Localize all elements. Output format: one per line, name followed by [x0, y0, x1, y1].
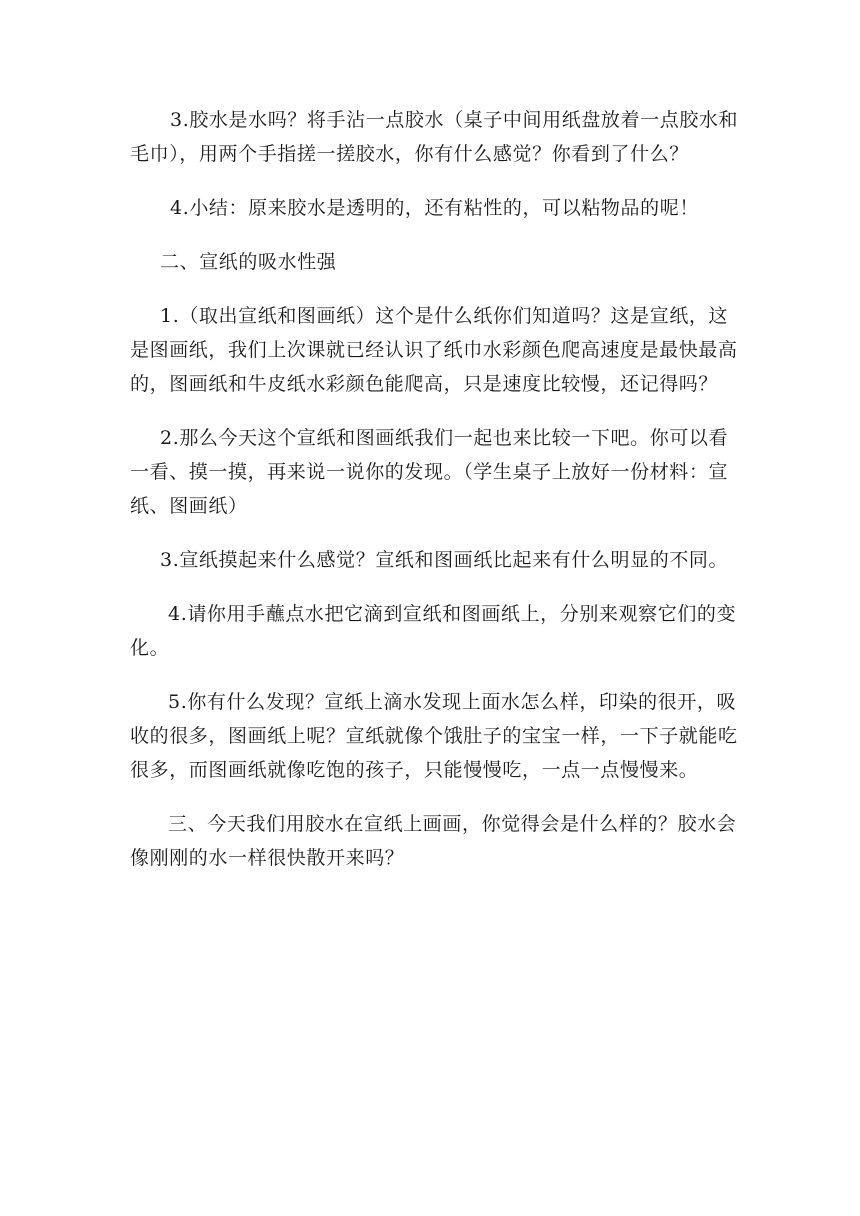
paragraph-paper-intro: 1.（取出宣纸和图画纸）这个是什么纸你们知道吗？这是宣纸，这是图画纸，我们上次课就已经认识了纸巾水彩颜色爬高速度是最快最高的，图画纸和牛皮纸水彩颜色能爬高，只是速度比较慢，还记得吗？ [130, 305, 738, 395]
section-heading-glue-painting: 三、今天我们用胶水在宣纸上画画，你觉得会是什么样的？胶水会像刚刚的水一样很快散开来吗？ [130, 813, 737, 869]
paragraph-glue-summary: 4.小结：原来胶水是透明的，还有粘性的，可以粘物品的呢！ [170, 197, 699, 219]
paragraph-feel: 3.宣纸摸起来什么感觉？宣纸和图画纸比起来有什么明显的不同。 [160, 549, 729, 571]
paragraph-drip-water: 4.请你用手蘸点水把它滴到宣纸和图画纸上，分别来观察它们的变化。 [130, 603, 737, 659]
paragraph-compare: 2.那么今天这个宣纸和图画纸我们一起也来比较一下吧。你可以看一看、摸一摸，再来说一说你的发现。（学生桌子上放好一份材料：宣纸、图画纸） [130, 427, 729, 517]
section-heading-xuan-paper: 二、宣纸的吸水性强 [160, 251, 337, 273]
paragraph-glue-question: 3.胶水是水吗？将手沾一点胶水（桌子中间用纸盘放着一点胶水和毛巾），用两个手指搓一搓胶水，你有什么感觉？你看到了什么？ [130, 109, 739, 165]
paragraph-discovery: 5.你有什么发现？宣纸上滴水发现上面水怎么样，印染的很开，吸收的很多，图画纸上呢？宣纸就像个饿肚子的宝宝一样，一下子就能吃很多，而图画纸就像吃饱的孩子，只能慢慢吃，一点一点慢慢来。 [130, 691, 738, 781]
